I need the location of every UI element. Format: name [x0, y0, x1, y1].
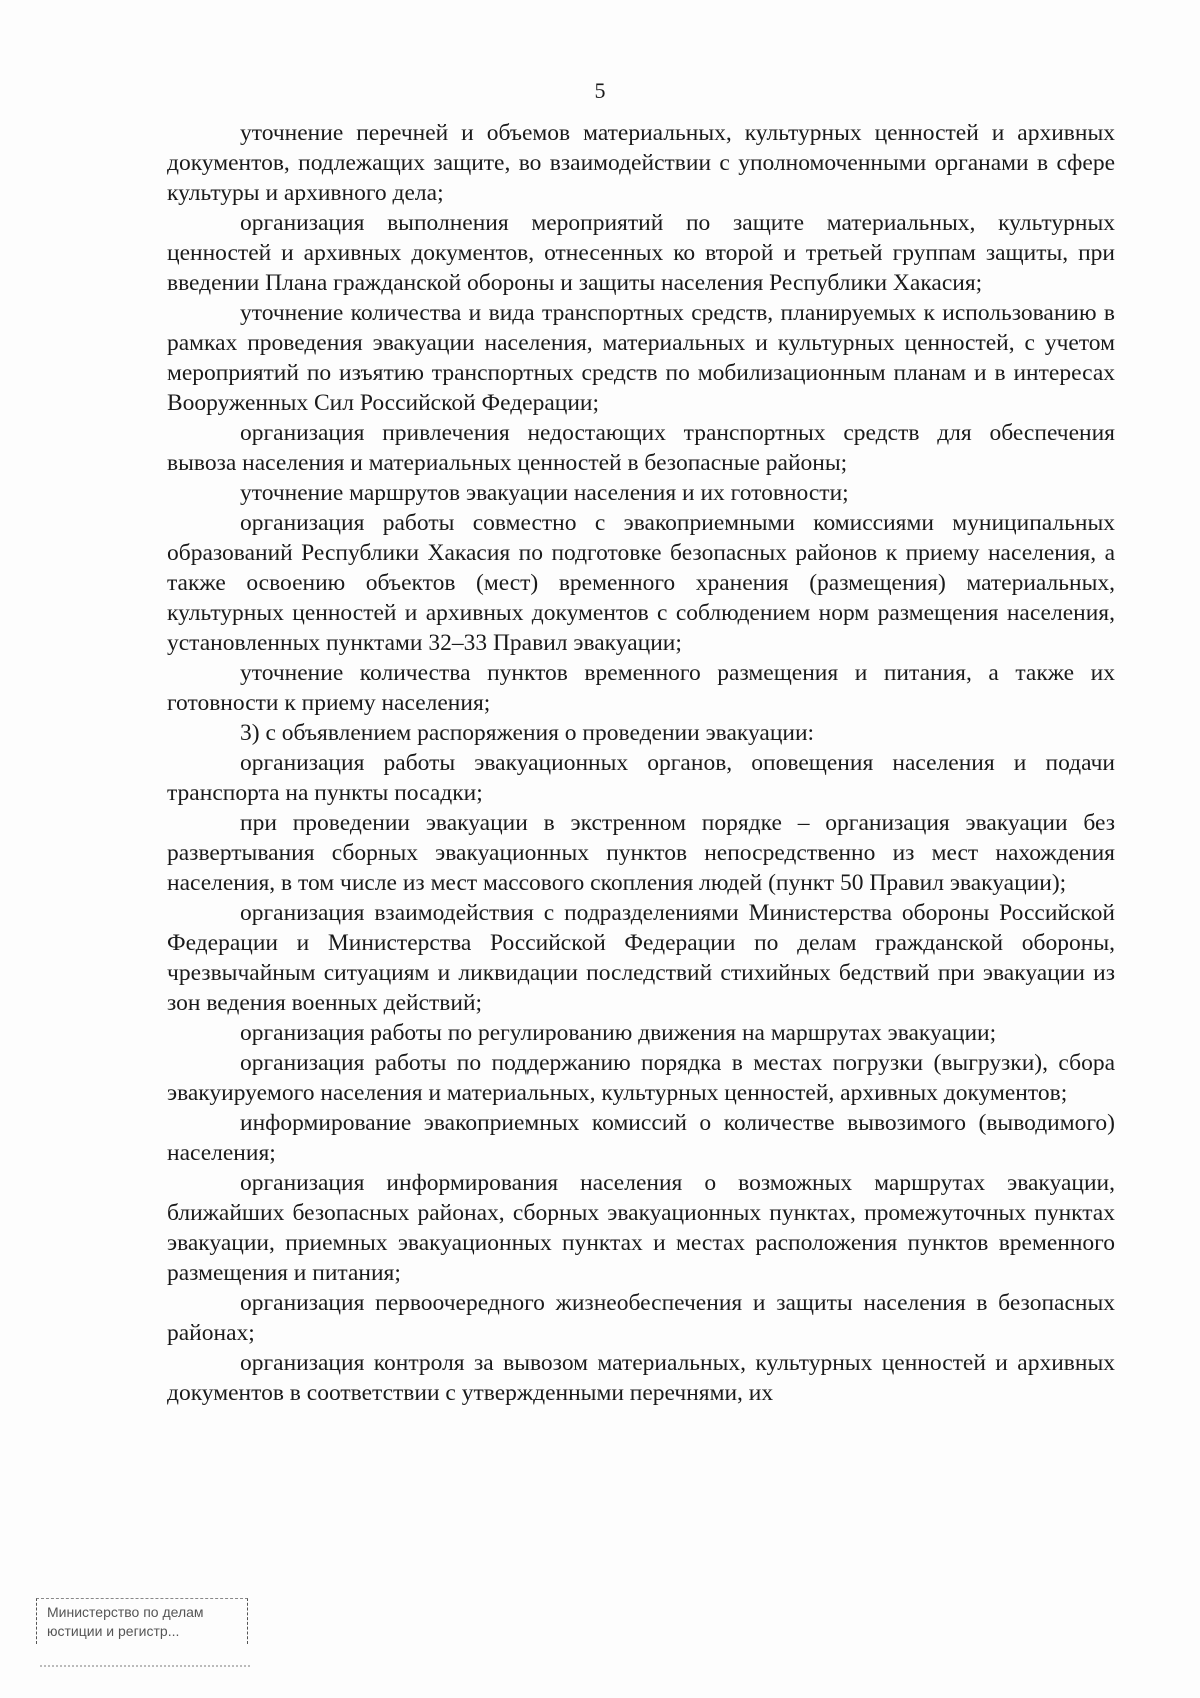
section-heading: 3) с объявлением распоряжения о проведении эвакуации:: [240, 720, 815, 746]
paragraph: организация работы совместно с эвакоприемными комиссиями муниципальных образований Республики Хакасия по подготовке безопасных районов к приему населения, а также освоению объектов (мест) временного хранения (размещения) материальных, культурных ценностей и архивных документов с соблюдением норм размещения населения, установленных пунктами 32–33 Правил эвакуации;: [167, 510, 1115, 656]
stamp-line-1: Министерство по делам: [47, 1604, 204, 1620]
document-body: [167, 118, 1115, 1408]
paragraph: уточнение перечней и объемов материальных, культурных ценностей и архивных документов, подлежащих защите, во взаимодействии с уполномоченными органами в сфере культуры и архивного дела;: [167, 120, 1115, 206]
paragraph: организация первоочередного жизнеобеспечения и защиты населения в безопасных районах;: [167, 1290, 1115, 1346]
registration-stamp: [36, 1598, 248, 1644]
paragraph: организация работы по поддержанию порядка в местах погрузки (выгрузки), сбора эвакуируемого населения и материальных, культурных ценностей, архивных документов;: [167, 1050, 1115, 1106]
paragraph: организация работы по регулированию движения на маршрутах эвакуации;: [240, 1020, 997, 1046]
paragraph: при проведении эвакуации в экстренном порядке – организация эвакуации без развертывания сборных эвакуационных пунктов непосредственно из мест нахождения населения, в том числе из мест массового скопления людей (пункт 50 Правил эвакуации);: [167, 810, 1115, 896]
paragraph: организация контроля за вывозом материальных, культурных ценностей и архивных документов в соответствии с утвержденными перечнями, их: [167, 1350, 1115, 1406]
paragraph: организация привлечения недостающих транспортных средств для обеспечения вывоза населения и материальных ценностей в безопасные районы;: [167, 420, 1115, 476]
paragraph: организация работы эвакуационных органов, оповещения населения и подачи транспорта на пункты посадки;: [167, 750, 1115, 806]
paragraph: уточнение количества пунктов временного размещения и питания, а также их готовности к приему населения;: [167, 660, 1115, 716]
paragraph: организация взаимодействия с подразделениями Министерства обороны Российской Федерации и Министерства Российской Федерации по делам гражданской обороны, чрезвычайным ситуациям и ликвидации последствий стихийных бедствий при эвакуации из зон ведения военных действий;: [167, 900, 1115, 1016]
paragraph: информирование эвакоприемных комиссий о количестве вывозимого (выводимого) населения;: [167, 1110, 1115, 1166]
page-number: 5: [594, 78, 606, 103]
stamp-divider: [40, 1665, 250, 1667]
paragraph: организация выполнения мероприятий по защите материальных, культурных ценностей и архивных документов, отнесенных ко второй и третьей группам защиты, при введении Плана гражданской обороны и защиты населения Республики Хакасия;: [167, 210, 1115, 296]
paragraph: организация информирования населения о возможных маршрутах эвакуации, ближайших безопасных районах, сборных эвакуационных пунктах, промежуточных пунктах эвакуации, приемных эвакуационных пунктах и местах расположения пунктов временного размещения и питания;: [167, 1170, 1115, 1286]
paragraph: уточнение количества и вида транспортных средств, планируемых к использованию в рамках проведения эвакуации населения, материальных и культурных ценностей, с учетом мероприятий по изъятию транспортных средств по мобилизационным планам и в интересах Вооруженных Сил Российской Федерации;: [167, 300, 1115, 416]
paragraph: уточнение маршрутов эвакуации населения и их готовности;: [240, 480, 849, 506]
stamp-line-2: юстиции и регистр...: [47, 1623, 180, 1639]
